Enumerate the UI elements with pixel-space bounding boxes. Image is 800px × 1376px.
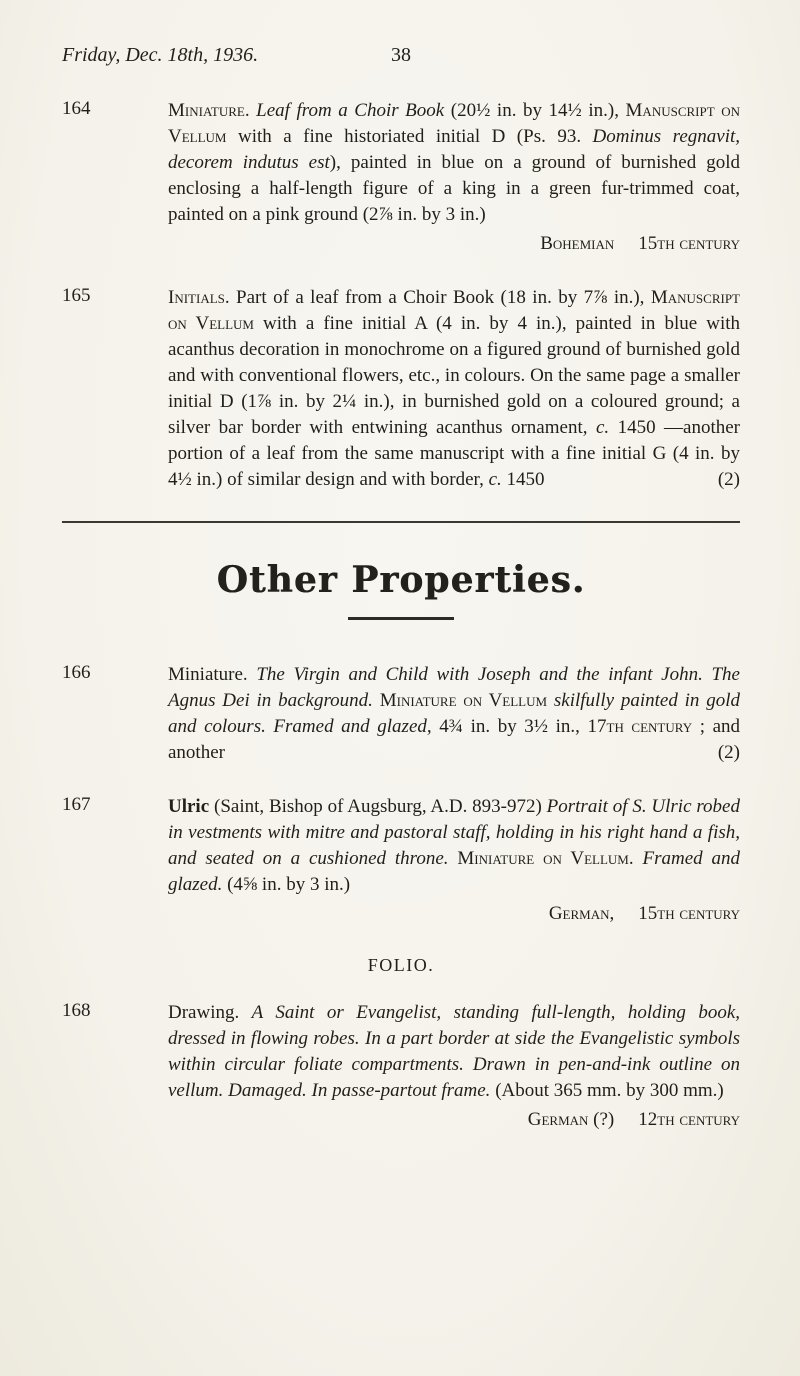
lot-count: (2) bbox=[717, 742, 740, 763]
text-run: Dominus regnavit, decorem indutus est bbox=[168, 126, 740, 173]
text-run: Initials. bbox=[168, 287, 230, 308]
text-run: (About 365 mm. by 300 mm.) bbox=[495, 1080, 724, 1101]
section-heading-underline bbox=[348, 617, 454, 620]
lot-count: (2) bbox=[717, 469, 740, 490]
text-run: Miniature. bbox=[168, 100, 250, 121]
page-header bbox=[62, 44, 740, 72]
attribution-century: 15th century bbox=[638, 233, 740, 254]
text-run: ), painted in blue on a ground of burnished gold enclosing a half-length figure of a king in a green fur-trimmed coat, painted on a pink ground (2⅞ in. by 3 in.) bbox=[168, 152, 740, 225]
lot-description bbox=[168, 662, 740, 766]
lot-entry-166 bbox=[62, 662, 740, 766]
lot-description bbox=[168, 1000, 740, 1104]
text-run: A Saint or Evangelist, standing full-length, holding book, dressed in flowing robes. In a part border at side the Evangelistic symbols within circular foliate compartments. Drawn in pen-and-ink outline on vellum. Damaged. In passe-partout frame. bbox=[168, 1002, 740, 1101]
lot-number: 166 bbox=[62, 662, 91, 683]
lot-number: 167 bbox=[62, 794, 91, 815]
text-run: 1450 bbox=[501, 469, 545, 490]
text-run: with a fine initial A (4 in. by 4 in.), painted in blue with acanthus decoration in monochrome on a figured ground of burnished gold and with conventional flowers, etc., in colours. On the same page a smaller initial D (1⅞ in. by 2¼ in.), in burnished gold on a coloured ground; a silver bar border with entwining acanthus ornament, bbox=[168, 313, 740, 438]
lot-number: 164 bbox=[62, 98, 91, 119]
text-run: ; and another bbox=[168, 716, 741, 763]
text-run: Part of a leaf from a Choir Book (18 in. by 7⅞ in.), bbox=[229, 287, 651, 308]
attribution-origin: German, bbox=[548, 903, 615, 924]
lot-body bbox=[168, 1000, 740, 1133]
section-heading: Other Properties. bbox=[216, 559, 586, 601]
lot-body bbox=[168, 794, 740, 927]
text-run: with a fine historiated initial D (Ps. 93. bbox=[226, 126, 593, 147]
attribution-origin: Bohemian bbox=[540, 233, 615, 254]
text-run: Manuscript on Vellum bbox=[168, 287, 740, 334]
lot-body bbox=[168, 285, 740, 493]
lot-entry-168 bbox=[62, 1000, 740, 1133]
lot-attribution bbox=[168, 1107, 740, 1133]
lot-body bbox=[168, 662, 740, 766]
lot-attribution bbox=[168, 231, 740, 257]
text-run: Miniature on Vellum bbox=[379, 690, 548, 711]
lot-entry-164 bbox=[62, 98, 740, 257]
lot-description bbox=[168, 285, 740, 493]
attribution-century: 15th century bbox=[638, 903, 740, 924]
lot-description bbox=[168, 794, 740, 898]
folio-heading: FOLIO. bbox=[367, 955, 435, 975]
section-rule bbox=[62, 521, 740, 523]
attribution-century: 12th century bbox=[638, 1109, 740, 1130]
text-run: Leaf from a Choir Book bbox=[249, 100, 451, 121]
text-run: 4¾ in. by 3½ in., bbox=[439, 716, 588, 737]
section-divider bbox=[62, 559, 740, 620]
text-run: skilfully painted in gold and colours. Framed and glazed, bbox=[168, 690, 740, 737]
text-run: (Saint, Bishop of Augsburg, A.D. 893-972) bbox=[209, 796, 547, 817]
text-run: The Virgin and Child with Joseph and the infant John. The Agnus Dei in background. bbox=[168, 664, 740, 711]
text-run: Portrait of S. Ulric robed in vestments with mitre and pastoral staff, holding in his right hand a fish, and seated on a cushioned throne. bbox=[168, 796, 740, 869]
header-date: Friday, Dec. 18th, 1936. bbox=[62, 44, 259, 66]
lot-entry-165 bbox=[62, 285, 740, 493]
text-run: c. bbox=[488, 469, 502, 490]
lot-attribution bbox=[168, 901, 740, 927]
lot-body bbox=[168, 98, 740, 257]
text-run: 1450 —another portion of a leaf from the same manuscript with a fine initial G (4 in. by 4½ in.) of similar design and with border, bbox=[168, 417, 740, 490]
text-run: Ulric bbox=[168, 796, 210, 817]
text-run: (4⅝ in. by 3 in.) bbox=[227, 874, 351, 895]
text-run: Framed and glazed. bbox=[168, 848, 740, 895]
lot-entry-167 bbox=[62, 794, 740, 927]
text-run: Manuscript on Vellum bbox=[168, 100, 740, 147]
text-run: c. bbox=[595, 417, 610, 438]
attribution-origin: German (?) bbox=[527, 1109, 615, 1130]
page-number: 38 bbox=[391, 44, 411, 66]
text-run: 17th century bbox=[587, 716, 693, 737]
lot-number: 168 bbox=[62, 1000, 91, 1021]
text-run: (20½ in. by 14½ in.), bbox=[450, 100, 626, 121]
lot-number: 165 bbox=[62, 285, 91, 306]
text-run: Miniature on Vellum. bbox=[457, 848, 634, 869]
lot-description bbox=[168, 98, 740, 228]
text-run: Miniature. bbox=[168, 664, 257, 685]
text-run: Drawing. bbox=[168, 1002, 252, 1023]
